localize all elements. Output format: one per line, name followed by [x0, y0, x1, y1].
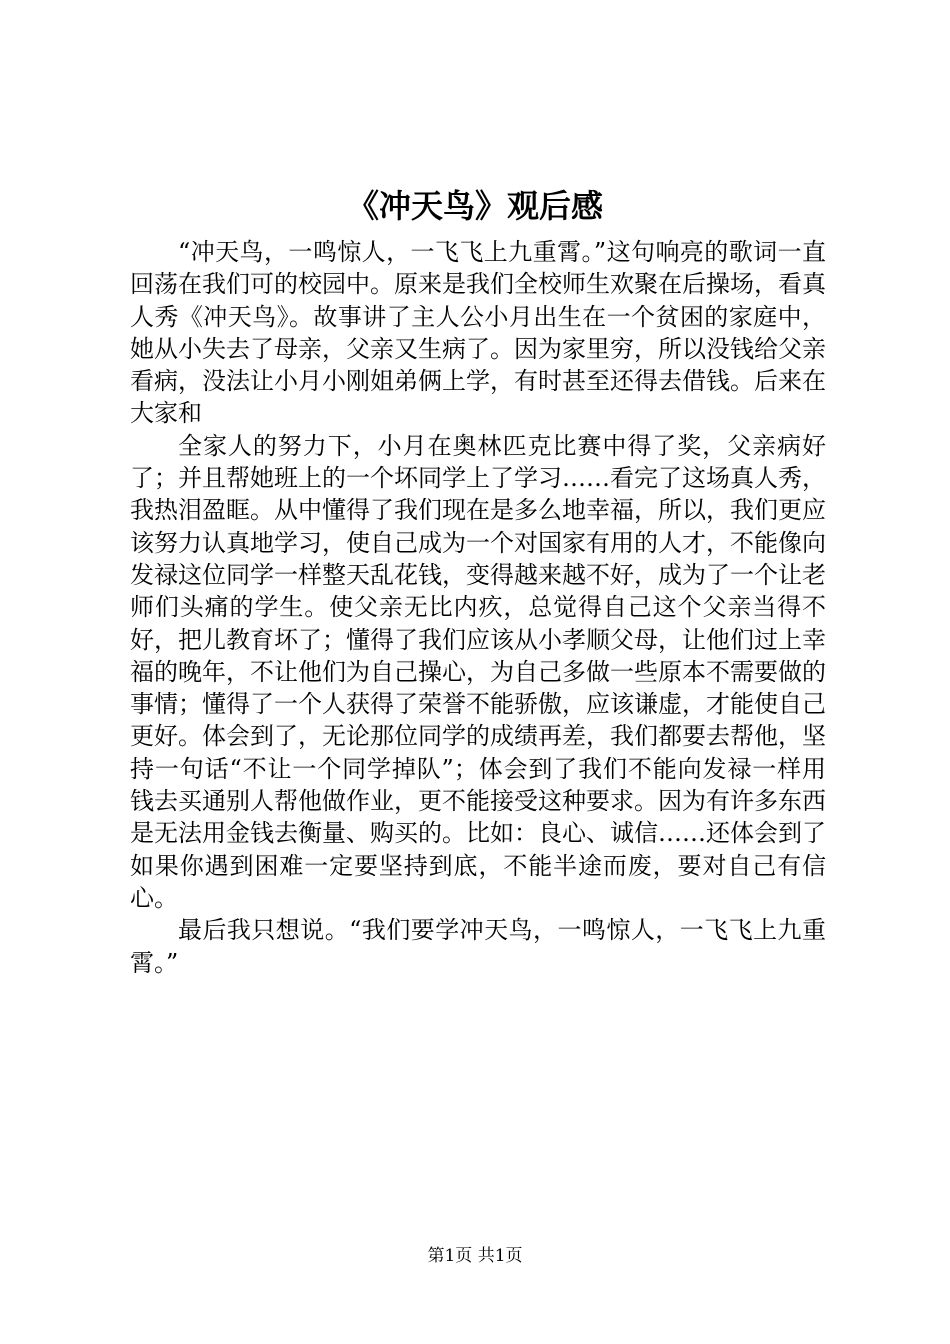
page-footer: 第1页 共1页 — [427, 1246, 523, 1266]
document-title: 《冲天鸟》观后感 — [346, 187, 603, 225]
paragraph-2: 全家人的努力下，小月在奥林匹克比赛中得了奖，父亲病好了；并且帮她班上的一个坏同学上了学习……看完了这场真人秀，我热泪盈眶。从中懂得了我们现在是多么地幸福，所以，我们更应该努力认真地学习，使自己成为一个对国家有用的人才，不能像向发禄这位同学一样整天乱花钱，变得越来越不好，成为了一个让老师们头痛的学生。使父亲无比内疚，总觉得自己这个父亲当得不好，把儿教育坏了；懂得了我们应该从小孝顺父母，让他们过上幸福的晚年，不让他们为自己操心，为自己多做一些原本不需要做的事情；懂得了一个人获得了荣誉不能骄傲，应该谦虚，才能使自己更好。体会到了，无论那位同学的成绩再差，我们都要去帮他，坚持一句话“不让一个同学掉队”；体会到了我们不能向发禄一样用钱去买通别人帮他做作业，更不能接受这种要求。因为有许多东西是无法用金钱去衡量、购买的。比如：良心、诚信……还体会到了如果你遇到困难一定要坚持到底，不能半途而废，要对自己有信心。 — [130, 431, 826, 912]
document-body — [130, 236, 826, 979]
paragraph-3: 最后我只想说。“我们要学冲天鸟，一鸣惊人，一飞飞上九重霄。” — [130, 916, 826, 977]
paragraph-1: “冲天鸟，一鸣惊人，一飞飞上九重霄。”这句响亮的歌词一直回荡在我们可的校园中。原来是我们全校师生欢聚在后操场，看真人秀《冲天鸟》。故事讲了主人公小月出生在一个贫困的家庭中，她从小失去了母亲，父亲又生病了。因为家里穷，所以没钱给父亲看病，没法让小月小刚姐弟俩上学，有时甚至还得去借钱。后来在大家和 — [130, 238, 826, 428]
